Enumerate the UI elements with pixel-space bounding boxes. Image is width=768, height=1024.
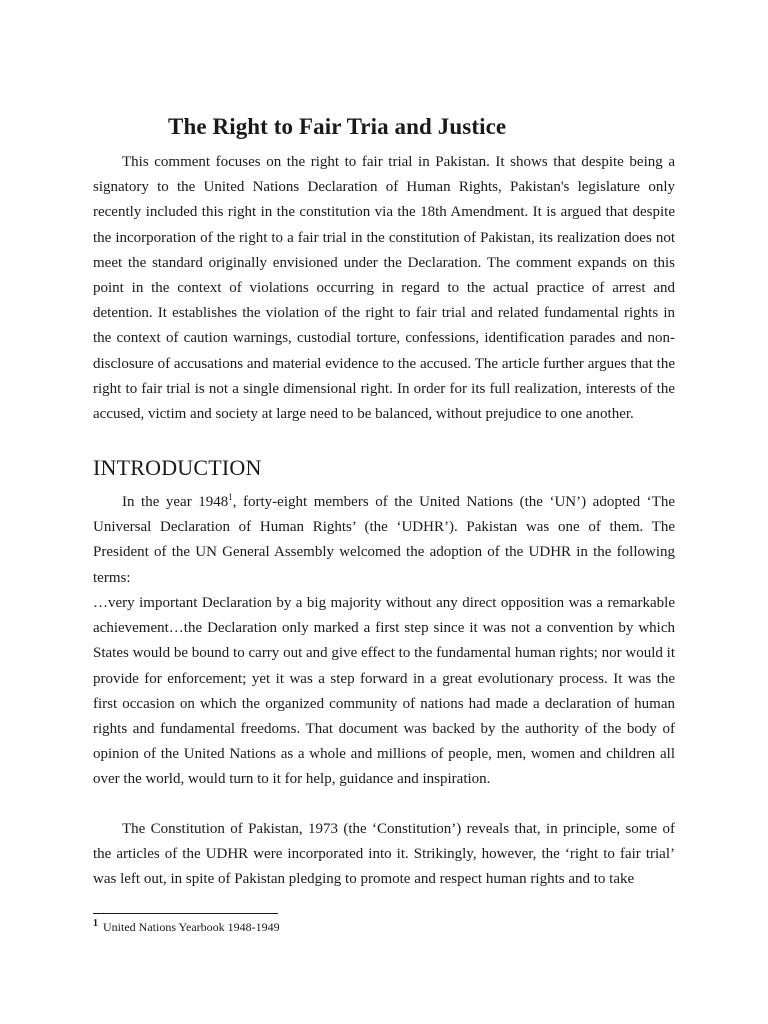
abstract-paragraph: This comment focuses on the right to fair trial in Pakistan. It shows that despite being a signatory to the United Nations Declaration of Human Rights, Pakistan's legislature only recently included this right in the constitution via the 18th Amendment. It is argued that despite the incorporation of the right to a fair trial in the constitution of Pakistan, its realization does not meet the standard originally envisioned under the Declaration. The comment expands on this point in the context of violations occurring in regard to the actual practice of arrest and detention. It establishes the violation of the right to fair trial and related fundamental rights in the context of caution warnings, custodial torture, confessions, identification parades and non-disclosure of accusations and material evidence to the accused. The article further argues that the right to fair trial is not a single dimensional right. In order for its full realization, interests of the accused, victim and society at large need to be balanced, without prejudice to one another. (93, 154, 675, 423)
footnote-text: United Nations Yearbook 1948-1949 (103, 920, 280, 934)
footnote-reference[interactable]: 1 (228, 492, 233, 502)
introduction-text-start: In the year 1948 (122, 494, 229, 510)
footnote (93, 920, 280, 935)
section-heading-introduction: INTRODUCTION (93, 455, 262, 480)
footnote-mark: 1 (93, 918, 98, 929)
footnote-separator (93, 913, 278, 914)
block-quote: …very important Declaration by a big majority without any direct opposition was a remarkable achievement…the Declaration only marked a first step since it was not a convention by which States would be bound to carry out and give effect to the fundamental human rights; nor would it provide for enforcement; yet it was a step forward in a great evolutionary process. It was the first occasion on which the organized community of nations had made a declaration of human rights and fundamental freedoms. That document was backed by the authority of the body of opinion of the United Nations as a whole and millions of people, men, women and children all over the world, would turn to it for help, guidance and inspiration. (93, 595, 675, 788)
introduction-paragraph-1 (93, 490, 675, 591)
document-title: The Right to Fair Tria and Justice (168, 114, 507, 139)
introduction-paragraph-2: The Constitution of Pakistan, 1973 (the ‘Constitution’) reveals that, in principle, some of the articles of the UDHR were incorporated into it. Strikingly, however, the ‘right to fair trial’ was left out, in spite of Pakistan pledging to promote and respect human rights and to take (93, 821, 675, 888)
introduction-text-rest: , forty-eight members of the United Nations (the ‘UN’) adopted ‘The Universal Declaration of Human Rights’ (the ‘UDHR’). Pakistan was one of them. The President of the UN General Assembly welcomed the adoption of the UDHR in the following terms: (93, 494, 675, 586)
